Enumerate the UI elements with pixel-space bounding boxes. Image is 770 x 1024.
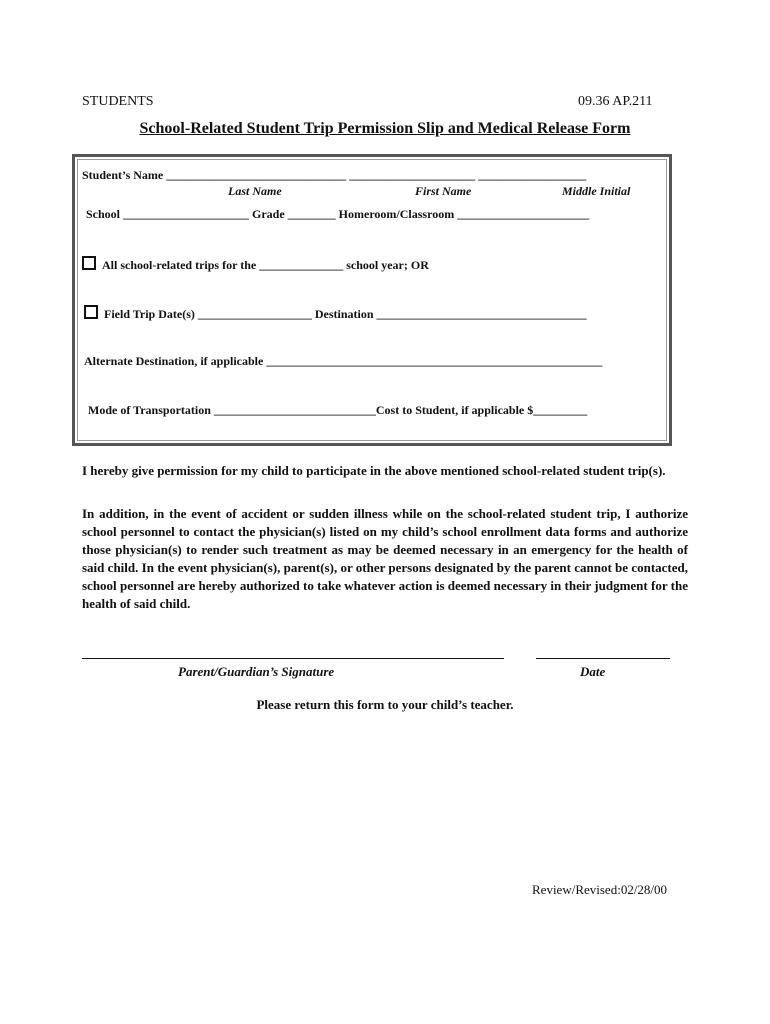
school-grade-homeroom-row[interactable]: School _____________________ Grade ________ Homeroom/Classroom ______________________	[86, 207, 590, 221]
revision-date: Review/Revised:02/28/00	[532, 882, 668, 897]
permission-paragraph: I hereby give permission for my child to participate in the above mentioned school-related student trip(s).	[82, 463, 666, 478]
medical-release-paragraph: In addition, in the event of accident or sudden illness while on the school-related student trip, I authorize school personnel to contact the physician(s) listed on my child’s school enrollment data forms and authorize those physician(s) to render such treatment as may be deemed necessary in an emergency for the health of said child. In the event physician(s), parent(s), or other persons designated by the parent cannot be contacted, school personnel are hereby authorized to take whatever action is deemed necessary in their judgment for the health of said child.	[82, 506, 688, 611]
section-label: STUDENTS	[82, 94, 154, 109]
student-name-label: Student’s Name	[82, 168, 164, 182]
date-line[interactable]	[536, 658, 670, 659]
date-label: Date	[580, 664, 606, 679]
first-name-sublabel: First Name	[415, 184, 472, 198]
student-name-row	[82, 168, 586, 183]
transportation-cost-row[interactable]: Mode of Transportation ___________________________Cost to Student, if applicable $_________	[88, 403, 588, 417]
all-trips-row[interactable]	[82, 256, 429, 273]
last-name-sublabel: Last Name	[228, 184, 282, 198]
all-trips-label: All school-related trips for the ______________ school year; OR	[102, 258, 429, 272]
parent-signature-line[interactable]	[82, 658, 504, 659]
student-name-field[interactable]: ______________________________ _____________________ __________________	[166, 168, 587, 182]
field-trip-checkbox[interactable]	[84, 305, 98, 319]
field-trip-row[interactable]	[84, 305, 587, 322]
field-trip-label: Field Trip Date(s) ___________________ Destination ___________________________________	[104, 307, 587, 321]
middle-initial-sublabel: Middle Initial	[562, 184, 631, 198]
policy-code: 09.36 AP.211	[578, 94, 653, 109]
alternate-destination-row[interactable]: Alternate Destination, if applicable ________________________________________________________	[84, 354, 603, 368]
return-note: Please return this form to your child’s teacher.	[256, 697, 514, 712]
form-title: School-Related Student Trip Permission Slip and Medical Release Form	[139, 120, 631, 137]
parent-signature-label: Parent/Guardian’s Signature	[178, 664, 335, 679]
all-trips-checkbox[interactable]	[82, 256, 96, 270]
